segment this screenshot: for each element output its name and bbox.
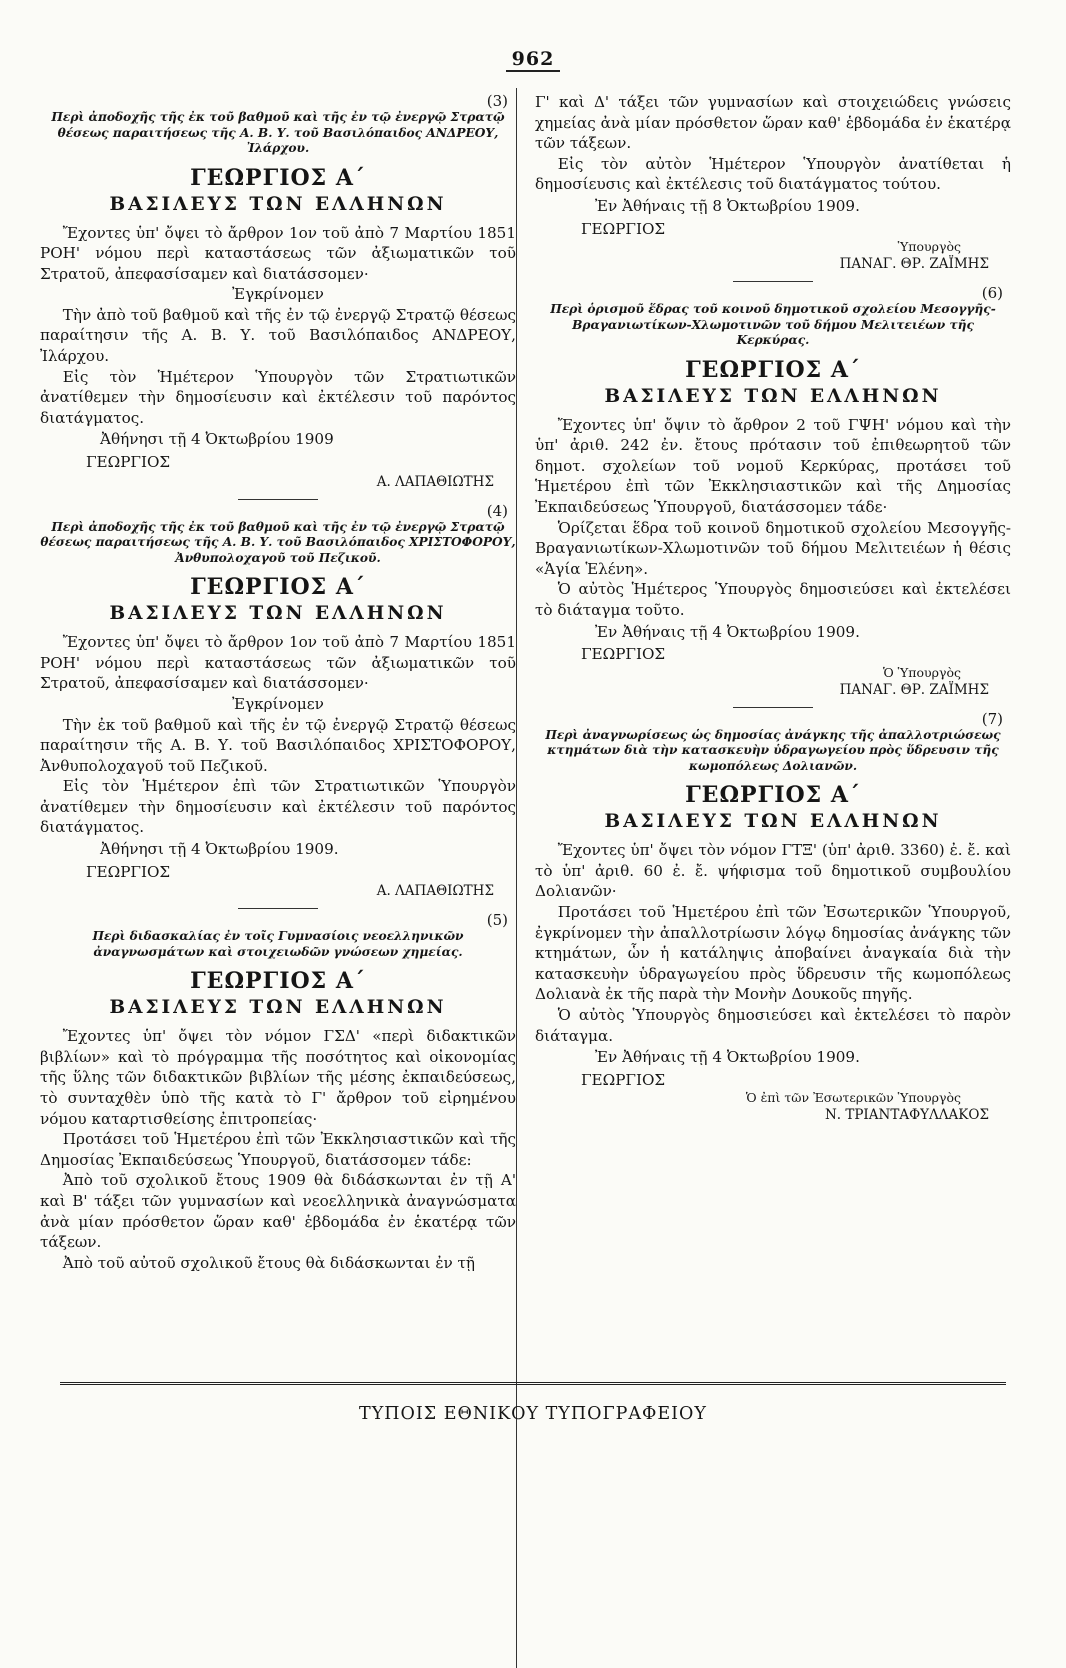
decree-date: Ἐν Ἀθήναις τῇ 4 Ὀκτωβρίου 1909. bbox=[595, 622, 860, 641]
king-heading: ΓΕΩΡΓΙΟΣ Α΄ bbox=[190, 574, 366, 601]
king-signature: ΓΕΩΡΓΙΟΣ bbox=[581, 645, 666, 664]
king-title: ΒΑΣΙΛΕΥΣ ΤΩΝ ΕΛΛΗΝΩΝ bbox=[109, 603, 447, 625]
king-heading: ΓΕΩΡΓΙΟΣ Α΄ bbox=[190, 968, 366, 995]
king-heading: ΓΕΩΡΓΙΟΣ Α΄ bbox=[685, 782, 861, 809]
decree-subject: Περὶ ὁρισμοῦ ἕδρας τοῦ κοινοῦ δημοτικοῦ σχολείου Μεσογγῆς-Βραγανιωτίκων-Χλωμοτινῶν τοῦ δήμου Μελιτειέων τῆς Κερκύρας. bbox=[550, 302, 996, 348]
page-number: 962 bbox=[0, 48, 1066, 70]
decree-number: (4) bbox=[486, 501, 508, 520]
decree-number: (6) bbox=[981, 284, 1003, 303]
paragraph: Ἔχοντες ὑπ' ὄψει τὸ ἄρθρον 1ον τοῦ ἀπὸ 7 Μαρτίου 1851 ΡΟΗ' νόμου περὶ καταστάσεως τῶν ἀξιωματικῶν τοῦ Στρατοῦ, ἀπεφασίσαμεν καὶ διατάσσομεν· bbox=[40, 223, 516, 283]
minister-signature: ΠΑΝΑΓ. ΘΡ. ΖΑΪΜΗΣ bbox=[839, 256, 989, 273]
decree-6 bbox=[535, 284, 1011, 699]
paragraph: Εἰς τὸν Ἡμέτερον Ὑπουργὸν τῶν Στρατιωτικῶν ἀνατίθεμεν τὴν δημοσίευσιν καὶ ἐκτέλεσιν τοῦ παρόντος διατάγματος. bbox=[40, 367, 516, 427]
paragraph: Ἐγκρίνομεν bbox=[232, 285, 324, 304]
paragraph: Ὁ αὐτὸς Ἡμέτερος Ὑπουργὸς δημοσιεύσει καὶ ἐκτελέσει τὸ διάταγμα τοῦτο. bbox=[535, 580, 1011, 619]
paragraph: Ἐγκρίνομεν bbox=[232, 694, 324, 713]
paragraph: Εἰς τὸν αὐτὸν Ἡμέτερον Ὑπουργὸν ἀνατίθεται ἡ δημοσίευσις καὶ ἐκτέλεσις τοῦ διατάγματος τούτου. bbox=[535, 154, 1011, 194]
decree-date: Ἀθήνησι τῇ 4 Ὀκτωβρίου 1909. bbox=[100, 840, 339, 859]
king-title: ΒΑΣΙΛΕΥΣ ΤΩΝ ΕΛΛΗΝΩΝ bbox=[109, 193, 447, 215]
king-signature: ΓΕΩΡΓΙΟΣ bbox=[581, 219, 666, 238]
decree-date: Ἀθήνησι τῇ 4 Ὀκτωβρίου 1909 bbox=[100, 430, 334, 449]
minister-signature: Α. ΛΑΠΑΘΙΩΤΗΣ bbox=[376, 883, 494, 900]
separator bbox=[238, 499, 318, 500]
paragraph: Ἀπὸ τοῦ αὐτοῦ σχολικοῦ ἔτους θὰ διδάσκωνται ἐν τῇ bbox=[62, 1253, 476, 1272]
king-signature: ΓΕΩΡΓΙΟΣ bbox=[86, 453, 171, 472]
decree-subject: Περὶ διδασκαλίας ἐν τοῖς Γυμνασίοις νεοελληνικῶν ἀναγνωσμάτων καὶ στοιχειωδῶν γνώσεων χημείας. bbox=[92, 929, 464, 959]
footer-rule bbox=[60, 1382, 1006, 1385]
decree-5-continued bbox=[535, 92, 1011, 273]
decree-number: (3) bbox=[486, 92, 508, 110]
paragraph: Τὴν ἐκ τοῦ βαθμοῦ καὶ τῆς ἐν τῷ ἐνεργῷ Στρατῷ θέσεως παραίτησιν τῆς Α. Β. Υ. τοῦ Βασιλόπαιδος ΧΡΙΣΤΟΦΟΡΟΥ, Ἀνθυπολοχαγοῦ τοῦ Πεζικοῦ. bbox=[40, 715, 516, 775]
minister-role: Ὑπουργὸς bbox=[897, 239, 961, 255]
separator bbox=[733, 707, 813, 708]
decree-5 bbox=[40, 911, 516, 1273]
king-title: ΒΑΣΙΛΕΥΣ ΤΩΝ ΕΛΛΗΝΩΝ bbox=[604, 385, 942, 407]
paragraph: Ὁρίζεται ἕδρα τοῦ κοινοῦ δημοτικοῦ σχολείου Μεσογγῆς-Βραγανιωτίκων-Χλωμοτινῶν τοῦ δήμου Μελιτειέων ἡ θέσις «Ἁγία Ἑλένη». bbox=[535, 518, 1011, 578]
paragraph: Ἔχοντες ὑπ' ὄψιν τὸ ἄρθρον 2 τοῦ ΓΨΗ' νόμου καὶ τὴν ὑπ' ἀριθ. 242 ἐν. ἔτους πρότασιν τοῦ ἐπιθεωρητοῦ τῶν δημοτ. σχολείων τοῦ νομοῦ Κερκύρας, προτάσει τοῦ Ἡμετέρου ἐπὶ τῶν Ἐκκλησιαστικῶν καὶ τῆς Δημοσίας Ἐκπαιδεύσεως Ὑπουργοῦ, διατάσσομεν τάδε· bbox=[535, 415, 1011, 517]
minister-signature: ΠΑΝΑΓ. ΘΡ. ΖΑΪΜΗΣ bbox=[839, 681, 989, 698]
king-title: ΒΑΣΙΛΕΥΣ ΤΩΝ ΕΛΛΗΝΩΝ bbox=[109, 997, 447, 1019]
minister-role: Ὁ ἐπὶ τῶν Ἐσωτερικῶν Ὑπουργὸς bbox=[745, 1090, 961, 1106]
paragraph: Ἔχοντες ὑπ' ὄψει τὸν νόμον ΓΣΔ' «περὶ διδακτικῶν βιβλίων» καὶ τὸ πρόγραμμα τῆς ποσότητος καὶ οἰκονομίας τῆς ὕλης τῶν διδακτικῶν βιβλίων τῆς μέσης ἐκπαιδεύσεως, τὸ συνταχθὲν ὑπὸ τῆς κατὰ τὸ Γ' ἄρθρον τοῦ εἰρημένου νόμου καταρτισθείσης ἐπιτροπείας· bbox=[40, 1027, 516, 1128]
decree-4 bbox=[40, 502, 516, 901]
paragraph: Τὴν ἀπὸ τοῦ βαθμοῦ καὶ τῆς ἐν τῷ ἐνεργῷ Στρατῷ θέσεως παραίτησιν τῆς Α. Β. Υ. τοῦ Βασιλόπαιδος ΑΝΔΡΕΟΥ, Ἰλάρχου. bbox=[40, 305, 516, 366]
separator bbox=[733, 281, 813, 282]
king-signature: ΓΕΩΡΓΙΟΣ bbox=[581, 1070, 666, 1089]
king-heading: ΓΕΩΡΓΙΟΣ Α΄ bbox=[685, 356, 861, 383]
paragraph: Ἔχοντες ὑπ' ὄψει τὸ ἄρθρον 1ον τοῦ ἀπὸ 7 Μαρτίου 1851 ΡΟΗ' νόμου περὶ καταστάσεως τῶν ἀξιωματικῶν τοῦ Στρατοῦ, ἀπεφασίσαμεν καὶ διατάσσομεν· bbox=[40, 633, 516, 693]
decree-subject: Περὶ ἀποδοχῆς τῆς ἐκ τοῦ βαθμοῦ καὶ τῆς ἐν τῷ ἐνεργῷ Στρατῷ θέσεως παραιτήσεως τῆς Α. Β. Υ. τοῦ Βασιλόπαιδος ΧΡΙΣΤΟΦΟΡΟΥ, Ἀνθυπολοχαγοῦ τοῦ Πεζικοῦ. bbox=[40, 519, 516, 565]
minister-signature: Ν. ΤΡΙΑΝΤΑΦΥΛΛΑΚΟΣ bbox=[824, 1107, 989, 1124]
minister-role: Ὁ Ὑπουργὸς bbox=[882, 664, 961, 680]
paragraph: Εἰς τὸν Ἡμέτερον ἐπὶ τῶν Στρατιωτικῶν Ὑπουργὸν ἀνατίθεμεν τὴν δημοσίευσιν καὶ ἐκτέλεσιν τοῦ παρόντος διατάγματος. bbox=[40, 777, 516, 837]
king-heading: ΓΕΩΡΓΙΟΣ Α΄ bbox=[190, 164, 366, 191]
paragraph: Προτάσει τοῦ Ἡμετέρου ἐπὶ τῶν Ἐσωτερικῶν Ὑπουργοῦ, ἐγκρίνομεν τὴν ἀπαλλοτρίωσιν λόγῳ δημοσίας ἀνάγκης τῶν κτημάτων, ὧν ἡ κατάληψις ἀποβαίνει ἀναγκαία διὰ τὴν κατασκευὴν ὑδραγωγείου πρὸς ὕδρευσιν τῆς κωμοπόλεως Δολιανὰ ἐκ τῆς παρὰ τὴν Μονὴν Δουκοῦς πηγῆς. bbox=[535, 903, 1011, 1004]
paragraph: Προτάσει τοῦ Ἡμετέρου ἐπὶ τῶν Ἐκκλησιαστικῶν καὶ τῆς Δημοσίας Ἐκπαιδεύσεως Ὑπουργοῦ, διατάσσομεν τάδε: bbox=[40, 1130, 516, 1169]
paragraph: Ἀπὸ τοῦ σχολικοῦ ἔτους 1909 θὰ διδάσκωνται ἐν τῇ Α' καὶ Β' τάξει τῶν γυμνασίων καὶ νεοελληνικὰ ἀναγνώσματα ἀνὰ μίαν πρόσθετον ὥραν καθ' ἑβδομάδα ἐν ἑκατέρᾳ τῶν τάξεων. bbox=[40, 1171, 516, 1252]
decree-date: Ἐν Ἀθήναις τῇ 4 Ὀκτωβρίου 1909. bbox=[595, 1048, 860, 1067]
king-signature: ΓΕΩΡΓΙΟΣ bbox=[86, 862, 171, 881]
paragraph: Γ' καὶ Δ' τάξει τῶν γυμνασίων καὶ στοιχειώδεις γνώσεις χημείας ἀνὰ μίαν πρόσθετον ὥραν καθ' ἑβδομάδα ἐν ἑκατέρᾳ τῶν τάξεων. bbox=[535, 93, 1011, 153]
decree-3 bbox=[40, 92, 516, 491]
printer-imprint: ΤΥΠΟΙΣ ΕΘΝΙΚΟΥ ΤΥΠΟΓΡΑΦΕΙΟΥ bbox=[359, 1404, 707, 1424]
right-column bbox=[535, 92, 1011, 1124]
decree-number: (5) bbox=[486, 911, 508, 930]
decree-7 bbox=[535, 710, 1011, 1125]
left-column bbox=[40, 92, 516, 1273]
column-divider bbox=[516, 88, 517, 1668]
minister-signature: Α. ΛΑΠΑΘΙΩΤΗΣ bbox=[376, 473, 494, 490]
separator bbox=[238, 908, 318, 909]
paragraph: Ὁ αὐτὸς Ὑπουργὸς δημοσιεύσει καὶ ἐκτελέσει τὸ παρὸν διάταγμα. bbox=[535, 1006, 1011, 1045]
decree-number: (7) bbox=[981, 709, 1003, 728]
decree-date: Ἐν Ἀθήναις τῇ 8 Ὀκτωβρίου 1909. bbox=[595, 196, 860, 215]
king-title: ΒΑΣΙΛΕΥΣ ΤΩΝ ΕΛΛΗΝΩΝ bbox=[604, 811, 942, 833]
decree-subject: Περὶ ἀναγνωρίσεως ὡς δημοσίας ἀνάγκης τῆς ἀπαλλοτριώσεως κτημάτων διὰ τὴν κατασκευὴν ὑδραγωγείου πρὸς ὕδρευσιν τῆς κωμοπόλεως Δολιανῶν. bbox=[545, 727, 1001, 773]
paragraph: Ἔχοντες ὑπ' ὄψει τὸν νόμον ΓΤΞ' (ὑπ' ἀριθ. 3360) ἐ. ἔ. καὶ τὸ ὑπ' ἀριθ. 60 ἐ. ἔ. ψήφισμα τοῦ δημοτικοῦ συμβουλίου Δολιανῶν· bbox=[535, 841, 1011, 901]
decree-subject: Περὶ ἀποδοχῆς τῆς ἐκ τοῦ βαθμοῦ καὶ τῆς ἐν τῷ ἐνεργῷ Στρατῷ θέσεως παραιτήσεως τῆς Α. Β. Υ. τοῦ Βασιλόπαιδος ΑΝΔΡΕΟΥ, Ἰλάρχου. bbox=[51, 110, 505, 155]
